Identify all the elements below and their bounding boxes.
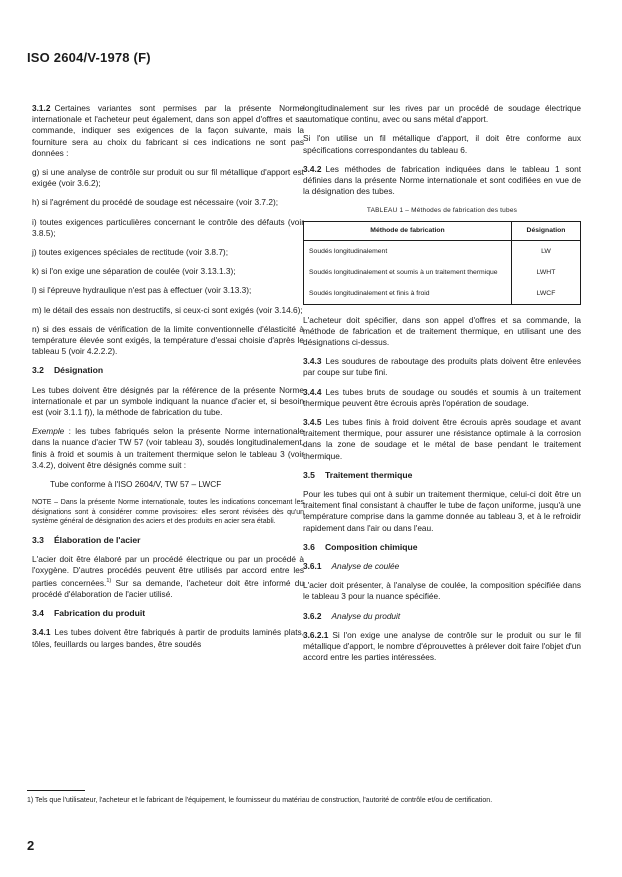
paragraph-text: L'acier doit être élaboré par un procédé électrique ou par un procédé à l'oxygène. D'autres procédés peuvent être utilisés par accord entre les parties concernées. xyxy=(32,553,304,588)
note: NOTE – Dans la présente Norme internationale, toutes les indications concernant les désignations sont à considérer comme provisoires: elles seront révisées dès qu'un système général de désignation des aciers et des produits en acier sera établi. xyxy=(32,499,304,526)
steelmaking-paragraph xyxy=(32,554,304,601)
list-item: m) le détail des essais non destructifs, si ceux-ci sont exigés (voir 3.14.6); xyxy=(32,304,303,315)
section-3-6-2-1 xyxy=(303,630,581,664)
list-item: k) si l'on exige une séparation de coulée (voir 3.13.1.3); xyxy=(32,266,236,277)
left-column xyxy=(32,103,304,658)
section-title: Analyse du produit xyxy=(331,610,401,621)
method-cell: Soudés longitudinalement et finis à froid xyxy=(304,283,512,305)
section-text: Si l'on exige une analyse de contrôle sur le produit ou sur le fil métallique d'apport, le nombre d'éprouvettes à prélever doit faire l'objet d'un accord entre les parties intéressées. xyxy=(303,629,581,663)
section-number: 3.2 xyxy=(32,365,44,376)
section-number: 3.4.2 xyxy=(303,163,322,174)
list-item: h) si l'agrément du procédé de soudage est nécessaire (voir 3.7.2); xyxy=(32,197,279,208)
designation-column-header: Désignation xyxy=(512,221,581,240)
section-3-4-heading xyxy=(32,608,304,619)
section-text: Les méthodes de fabrication indiquées dans le tableau 1 sont définies dans la présente Norme internationale et sont codifiées en vue de la désignation des tubes. xyxy=(303,163,581,197)
section-text: Les tubes finis à froid doivent être écrouis après soudage et avant traitement thermique, pour assurer une résistance optimale à la corrosion dans la zone de soudage et le métal de base pendant le traitement thermique. xyxy=(303,417,581,461)
section-number: 3.6.1 xyxy=(303,561,322,572)
designation-cell: LW xyxy=(512,240,581,262)
section-3-4-3 xyxy=(303,356,581,378)
section-number: 3.4.1 xyxy=(32,627,51,638)
footnote-ref: 1) xyxy=(106,578,112,585)
section-title: Fabrication du produit xyxy=(53,608,146,619)
paragraph-text: Sur sa demande, l'acheteur doit être informé du procédé d'élaboration de l'acier utilisé. xyxy=(32,577,304,600)
section-3-5-heading xyxy=(303,470,581,481)
cast-analysis-paragraph: L'acier doit présenter, à l'analyse de coulée, la composition spécifiée dans le tableau 3 pour la nuance spécifiée. xyxy=(303,580,581,602)
heat-treatment-paragraph: Pour les tubes qui ont à subir un traitement thermique, celui-ci doit être un traitement final consistant à chauffer le tube de façon uniforme, jusqu'à une température comprise dans la gamme donnée au tableau 3, et à le refroidir rapidement dans l'air ou dans l'eau. xyxy=(303,489,581,533)
list-item: g) si une analyse de contrôle sur produit ou sur fil métallique d'apport est exigée (voir 3.6.2); xyxy=(32,167,304,189)
footnote: 1) Tels que l'utilisateur, l'acheteur et le fabricant de l'équipement, le fournisseur du matériau de construction, l'autorité de contrôle et/ou de certification. xyxy=(27,797,493,804)
section-title: Analyse de coulée xyxy=(331,561,400,572)
section-text: Les soudures de raboutage des produits plats doivent être enlevées par coupe sur tube fini. xyxy=(303,356,581,378)
section-number: 3.1.2 xyxy=(32,103,51,113)
right-column xyxy=(303,103,581,672)
page-number: 2 xyxy=(27,838,35,853)
section-title: Élaboration de l'acier xyxy=(53,534,141,545)
section-title: Traitement thermique xyxy=(324,469,413,480)
list-item: j) toutes exigences spéciales de rectitude (voir 3.8.7); xyxy=(32,247,228,258)
designation-cell: LWHT xyxy=(512,262,581,283)
document-header: ISO 2604/V-1978 (F) xyxy=(27,50,151,65)
section-3-4-4 xyxy=(303,387,581,409)
continuation-paragraph: longitudinalement sur les rives par un procédé de soudage électrique automatique continu, avec ou sans métal d'apport. xyxy=(303,103,581,125)
section-number: 3.6 xyxy=(303,541,315,552)
method-cell: Soudés longitudinalement et soumis à un traitement thermique xyxy=(304,262,512,283)
section-number: 3.4.5 xyxy=(303,417,322,428)
example-text: : les tubes fabriqués selon la présente Norme internationale dans la nuance d'acier TW 57 (voir tableau 3), soudés longitudinalement, finis à froid et soumis à un traitement thermique selon le tableau 3 (voir 3.4.2), doivent être désignés comme suit : xyxy=(32,426,304,470)
list-item: i) toutes exigences particulières concernant le contrôle des défauts (voir 3.8.5); xyxy=(32,216,304,238)
section-number: 3.6.2 xyxy=(303,610,322,621)
table-header-row xyxy=(304,221,581,240)
filler-paragraph: Si l'on utilise un fil métallique d'apport, il doit être conforme aux spécifications correspondantes du tableau 6. xyxy=(303,133,581,155)
section-3-6-2-heading xyxy=(303,611,581,622)
section-3-1-2 xyxy=(32,103,304,159)
section-number: 3.4.4 xyxy=(303,386,322,397)
table-row xyxy=(304,240,581,262)
section-3-2-heading xyxy=(32,365,304,376)
section-number: 3.3 xyxy=(32,534,44,545)
section-3-3-heading xyxy=(32,535,304,546)
variant-list xyxy=(32,167,304,357)
table-row xyxy=(304,262,581,283)
section-3-6-1-heading xyxy=(303,561,581,572)
table-caption: TABLEAU 1 – Méthodes de fabrication des tubes xyxy=(366,207,518,215)
list-item: n) si des essais de vérification de la limite conventionnelle d'élasticité à température élevée sont exigés, la température d'essai choisie d'après le tableau 5 (voir 4.2.2.2). xyxy=(32,323,304,357)
method-cell: Soudés longitudinalement xyxy=(304,240,512,262)
section-number: 3.5 xyxy=(303,469,315,480)
after-table-paragraph: L'acheteur doit spécifier, dans son appel d'offres et sa commande, la méthode de fabrication et de traitement thermique, en utilisant une des désignations ci-dessus. xyxy=(303,314,581,348)
example-label: Exemple xyxy=(32,426,65,437)
section-3-6-heading xyxy=(303,542,581,553)
section-title: Désignation xyxy=(53,365,104,376)
section-title: Composition chimique xyxy=(324,541,418,552)
designation-cell: LWCF xyxy=(512,283,581,305)
section-number: 3.4.3 xyxy=(303,356,322,367)
example-paragraph xyxy=(32,426,304,471)
method-column-header: Méthode de fabrication xyxy=(304,221,512,240)
designation-example: Tube conforme à l'ISO 2604/V, TW 57 – LWCF xyxy=(50,479,222,490)
designation-paragraph: Les tubes doivent être désignés par la référence de la présente Norme internationale et par un symbole indiquant la nuance d'acier et, si besoin est (voir 3.1.1 f)), la méthode de fabrication du tube. xyxy=(32,384,304,418)
footnote-divider xyxy=(27,790,85,791)
section-text: Les tubes doivent être fabriqués à partir de produits laminés plats, tôles, feuillards ou larges bandes, être soudés xyxy=(32,627,304,649)
list-item: l) si l'épreuve hydraulique n'est pas à effectuer (voir 3.13.3); xyxy=(32,285,252,296)
section-number: 3.6.2.1 xyxy=(303,629,329,640)
section-3-4-1 xyxy=(32,627,304,649)
manufacturing-methods-table xyxy=(303,221,581,305)
section-3-4-5 xyxy=(303,417,581,462)
section-text: Certaines variantes sont permises par la présente Norme internationale et l'acheteur peut également, dans son appel d'offres et sa commande, indiquer ses exigences de la façon suivante, mais la fourniture sera au choix du fabricant si ces indications ne sont pas données : xyxy=(32,103,304,158)
section-number: 3.4 xyxy=(32,608,44,619)
section-3-4-2 xyxy=(303,164,581,198)
section-text: Les tubes bruts de soudage ou soudés et soumis à un traitement thermique peuvent être écrouis après l'opération de soudage. xyxy=(303,386,581,408)
table-row xyxy=(304,283,581,305)
